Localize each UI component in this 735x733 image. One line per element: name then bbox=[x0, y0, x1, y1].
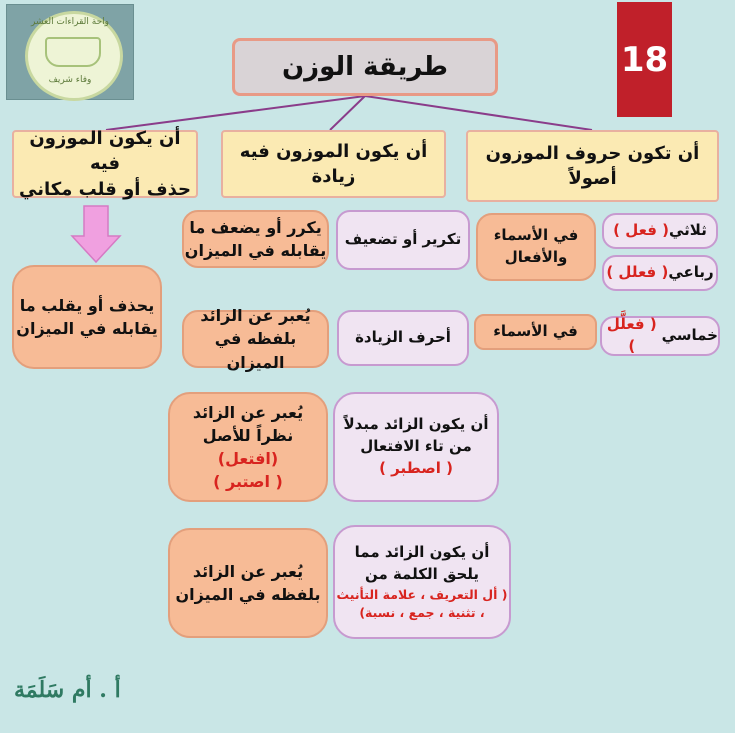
hadhf-rule-line2: يقابله في الميزان bbox=[16, 319, 158, 338]
asmaa-afaal-line1: في الأسماء bbox=[493, 226, 579, 245]
lahiq-rule-line2: بلفظه في الميزان bbox=[175, 585, 321, 604]
khumasi-label: خماسي bbox=[661, 326, 718, 345]
down-arrow-icon bbox=[72, 206, 120, 262]
branch-ziyada-line1: أن يكون الموزون فيه bbox=[239, 140, 428, 162]
asmaa-afaal-box bbox=[476, 213, 596, 281]
hadhf-rule-box bbox=[12, 265, 162, 369]
ahruf-rule-line1: يُعبر عن الزائد bbox=[200, 306, 311, 326]
rubai-pattern: ( فعلل ) bbox=[606, 263, 669, 282]
logo-text-bottom: وفاء شريف bbox=[48, 75, 92, 85]
tikrar-box: تكرير أو تضعيف bbox=[336, 210, 470, 270]
ahruf-rule-line2: بلفظه في الميزان bbox=[214, 329, 297, 372]
lahiq-rule-box bbox=[168, 528, 328, 638]
tikrar-rule-box bbox=[182, 210, 329, 268]
lahiq-example2: ، تثنية ، جمع ، نسبة) bbox=[359, 604, 485, 620]
iftial-rule-line1: يُعبر عن الزائد bbox=[192, 402, 304, 422]
iftial-box bbox=[333, 392, 499, 502]
branch-usul-line2: أصولاً bbox=[568, 168, 617, 189]
page-number: 18 bbox=[620, 39, 669, 80]
branch-ziyada bbox=[221, 130, 446, 198]
author-signature: أ . أم سَلَمَة bbox=[14, 677, 121, 703]
khumasi-box bbox=[600, 316, 720, 356]
iftial-rule-example: ( اصتبر ) bbox=[213, 472, 283, 492]
page-number-badge bbox=[617, 2, 672, 117]
iftial-rule-line2 bbox=[170, 424, 326, 470]
branch-hadhf-line1: أن يكون الموزون فيه bbox=[29, 128, 181, 175]
tikrar-rule-line2: يقابله في الميزان bbox=[184, 241, 327, 260]
lahiq-box bbox=[333, 525, 511, 639]
iftial-rule-pattern: (افتعل) bbox=[217, 449, 279, 468]
thulathi-pattern: ( فعل ) bbox=[613, 221, 669, 240]
rubai-box bbox=[602, 255, 718, 291]
ahruf-box: أحرف الزيادة bbox=[337, 310, 469, 366]
rubai-label: رباعي bbox=[668, 263, 714, 282]
branch-usul bbox=[466, 130, 719, 202]
tikrar-rule-line1: يكرر أو يضعف ما bbox=[189, 217, 322, 237]
branch-hadhf bbox=[12, 130, 198, 198]
iftial-line2: من تاء الافتعال bbox=[360, 437, 472, 456]
branch-ziyada-line2: زيادة bbox=[311, 166, 356, 187]
iftial-rule-line2-text: نظراً للأصل bbox=[202, 425, 294, 445]
ahruf-rule-box bbox=[182, 306, 329, 372]
iftial-line1: أن يكون الزائد مبدلاً bbox=[343, 415, 489, 434]
lahiq-rule-line1: يُعبر عن الزائد bbox=[192, 561, 304, 581]
hadhf-rule-line1: يحذف أو يقلب ما bbox=[19, 295, 155, 315]
khumasi-pattern: ( فعلَّل ) bbox=[606, 315, 657, 355]
iftial-example: ( اصطبر ) bbox=[379, 458, 453, 477]
thulathi-label: ثلاثي bbox=[669, 221, 707, 240]
branch-usul-line1: أن تكون حروف الموزون bbox=[485, 142, 700, 164]
book-icon bbox=[45, 37, 101, 67]
lahiq-line1: أن يكون الزائد مما bbox=[354, 543, 490, 562]
logo bbox=[6, 4, 134, 100]
logo-text-top: واحة القراءات العشر bbox=[30, 17, 109, 27]
asmaa-afaal-line2: والأفعال bbox=[504, 248, 568, 266]
iftial-rule-box bbox=[168, 392, 328, 502]
asmaa-box: في الأسماء bbox=[474, 314, 597, 350]
thulathi-box bbox=[602, 213, 718, 249]
lahiq-line2: يلحق الكلمة من bbox=[364, 564, 480, 583]
lahiq-example1: ( أل التعريف ، علامة التأنيث bbox=[336, 586, 508, 602]
diagram-title: طريقة الوزن bbox=[232, 38, 498, 96]
branch-hadhf-line2: حذف أو قلب مكاني bbox=[19, 178, 191, 200]
